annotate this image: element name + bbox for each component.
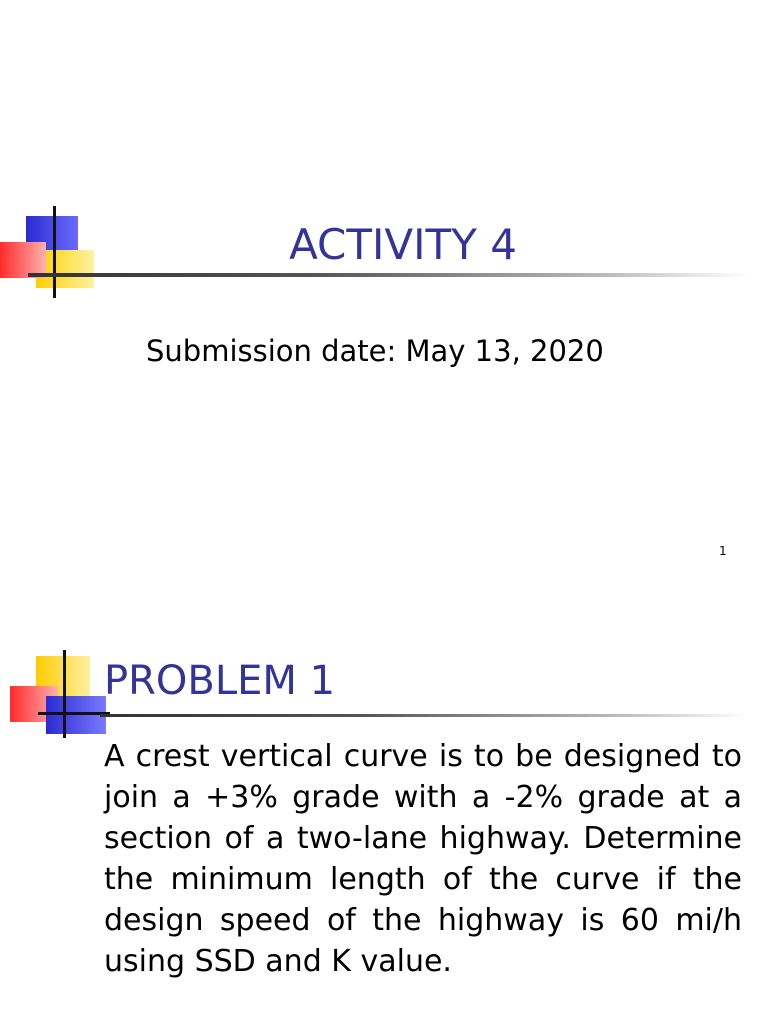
slide-title: PROBLEM 1 (104, 658, 336, 704)
page-number: 1 (719, 544, 727, 558)
submission-date: Submission date: May 13, 2020 (146, 334, 604, 368)
title-underline (28, 273, 748, 277)
slide-title: ACTIVITY 4 (289, 220, 517, 269)
corner-decoration (0, 646, 110, 746)
slide-problem (0, 580, 768, 1024)
blue-square (46, 696, 106, 734)
title-underline (100, 714, 748, 717)
vertical-line (63, 650, 66, 738)
problem-statement: A crest vertical curve is to be designed to join a +3% grade with a -2% grade at a section of a two-lane highway. Determine the minimum length of the curve if the design speed of the highway is 60 mi/h using SSD and K value. (104, 739, 742, 979)
